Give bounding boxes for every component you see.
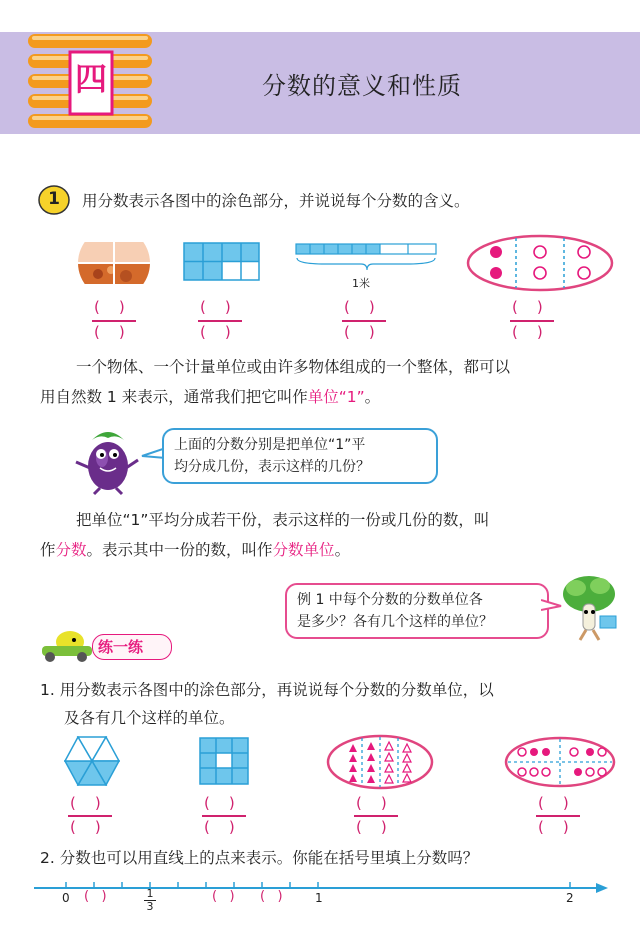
fraction-bar: [202, 815, 246, 817]
eggplant-mascot-icon: [70, 418, 144, 496]
fraction-blank-numerator[interactable]: ( ): [356, 794, 387, 812]
fraction-bar: [536, 815, 580, 817]
bubble-line: 是多少？各有几个这样的单位？: [297, 614, 493, 630]
number-line-label-2: 2: [566, 891, 574, 905]
definition-unit-line1: 一个物体、一个计量单位或由许多物体组成的一个整体，都可以: [76, 358, 511, 376]
definition-unit-line2: 用自然数 1 来表示，通常我们把它叫作单位“1”。: [40, 388, 381, 406]
fraction-blank-denominator[interactable]: ( ): [200, 323, 231, 341]
practice-car-icon: [36, 628, 96, 664]
number-line-label-1: 1: [315, 891, 323, 905]
term-fraction-unit: 分数单位: [272, 541, 335, 559]
number-line-fraction: [144, 888, 156, 913]
oval-dots-figure: [504, 736, 616, 788]
number-line-label-0: 0: [62, 891, 70, 905]
speech-bubble-eggplant: [162, 428, 438, 484]
fraction-blank-denominator[interactable]: ( ): [538, 818, 569, 836]
example-badge-number: 1: [48, 189, 60, 209]
fraction-blank-numerator[interactable]: ( ): [70, 794, 101, 812]
fraction-blank-denominator[interactable]: ( ): [94, 323, 125, 341]
fraction-blank-denominator[interactable]: ( ): [356, 818, 387, 836]
fraction-bar: [354, 815, 398, 817]
fraction-blank-denominator[interactable]: ( ): [344, 323, 375, 341]
number-line-blank[interactable]: ( ): [260, 889, 283, 904]
practice-label: 练一练: [98, 638, 144, 656]
fraction-blank-denominator[interactable]: ( ): [512, 323, 543, 341]
fraction-blank-denominator[interactable]: ( ): [204, 818, 235, 836]
oval-triangles-figure: [326, 734, 434, 790]
example-instruction: 用分数表示各图中的涂色部分，并说说每个分数的含义。: [82, 192, 470, 210]
grid-figure: [183, 242, 261, 282]
number-line-blank[interactable]: ( ): [212, 889, 235, 904]
definition-fraction-line2: 作分数。表示其中一份的数，叫作分数单位。: [40, 541, 351, 559]
fraction-bar: [342, 320, 386, 322]
fraction-bar: [510, 320, 554, 322]
fraction-bar: [92, 320, 136, 322]
oval-circles-figure: [466, 234, 616, 292]
bubble-line: 上面的分数分别是把单位“1”平: [174, 437, 366, 453]
practice-q1-line1: 1. 用分数表示各图中的涂色部分，再说说每个分数的分数单位，以: [40, 681, 494, 699]
fraction-blank-numerator[interactable]: ( ): [512, 298, 543, 316]
term-unit-one: 单位“1”: [307, 388, 365, 406]
fraction-blank-numerator[interactable]: ( ): [538, 794, 569, 812]
practice-q1-line2: 及各有几个这样的单位。: [64, 709, 235, 727]
fraction-numerator: 1: [146, 887, 154, 900]
fraction-bar: [68, 815, 112, 817]
grid-3x3-figure: [199, 737, 251, 785]
fraction-blank-numerator[interactable]: ( ): [94, 298, 125, 316]
fraction-blank-numerator[interactable]: ( ): [204, 794, 235, 812]
pizza-figure: [78, 242, 150, 284]
chapter-title: 分数的意义和性质: [262, 72, 462, 100]
chapter-number: 四: [74, 60, 107, 98]
ruler-label: 1米: [352, 277, 370, 290]
hexagon-figure: [64, 736, 120, 786]
practice-q2: 2. 分数也可以用直线上的点来表示。你能在括号里填上分数吗？: [40, 849, 479, 867]
bubble-line: 例 1 中每个分数的分数单位各: [297, 592, 483, 608]
fraction-bar: [198, 320, 242, 322]
definition-fraction-line1: 把单位“1”平均分成若干份，表示这样的一份或几份的数，叫: [76, 511, 490, 529]
term-fraction: 分数: [55, 541, 87, 559]
ruler-figure: [295, 240, 440, 280]
bubble-line: 均分成几份，表示这样的几份？: [174, 459, 370, 475]
speech-bubble-cabbage: [285, 583, 549, 639]
fraction-blank-numerator[interactable]: ( ): [200, 298, 231, 316]
fraction-denominator: 3: [144, 900, 156, 913]
number-line-blank[interactable]: ( ): [84, 889, 107, 904]
fraction-blank-denominator[interactable]: ( ): [70, 818, 101, 836]
cabbage-mascot-icon: [556, 570, 622, 642]
fraction-blank-numerator[interactable]: ( ): [344, 298, 375, 316]
